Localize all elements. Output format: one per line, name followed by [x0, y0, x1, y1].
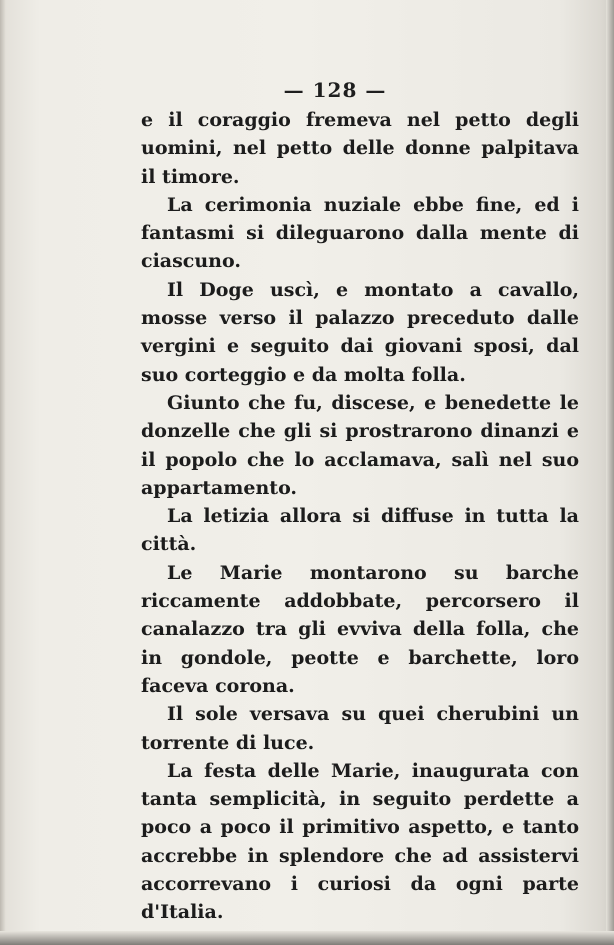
page-bottom-edge: [0, 931, 614, 945]
paragraph: La cerimonia nuziale ebbe fine, ed i fantasmi si dileguarono dalla mente di ciascuno.: [141, 193, 579, 273]
paragraph: La festa delle Marie, inaugurata con tanta semplicità, in seguito perdette a poco a poco il primitivo aspetto, e tanto accrebbe in splendore che ad assistervi accorrevano i curiosi da ogni parte d'Italia.: [141, 759, 579, 924]
page-left-edge: [0, 0, 6, 945]
page-number: — 128 —: [283, 78, 387, 102]
paragraph-continuation: e il coraggio fremeva nel petto degli uomini, nel petto delle donne palpitava il timore.: [141, 109, 579, 188]
paragraph: Giunto che fu, discese, e benedette le donzelle che gli si prostrarono dinanzi e il popolo che lo acclamava, salì nel suo appartamento.: [141, 391, 579, 499]
paragraph: La letizia allora si diffuse in tutta la città.: [141, 505, 579, 556]
page-right-edge: [606, 0, 614, 945]
body-text: [141, 106, 579, 927]
paragraph: Il sole versava su quei cherubini un torrente di luce.: [141, 703, 579, 754]
paragraph: Le Marie montarono su barche riccamente addobbate, percorsero il canalazzo tra gli evviva della folla, che in gondole, peotte e barchette, loro faceva corona.: [141, 561, 579, 697]
paragraph: Il Doge uscì, e montato a cavallo, mosse verso il palazzo preceduto dalle vergini e seguito dai giovani sposi, dal suo corteggio e da molta folla.: [141, 278, 579, 386]
